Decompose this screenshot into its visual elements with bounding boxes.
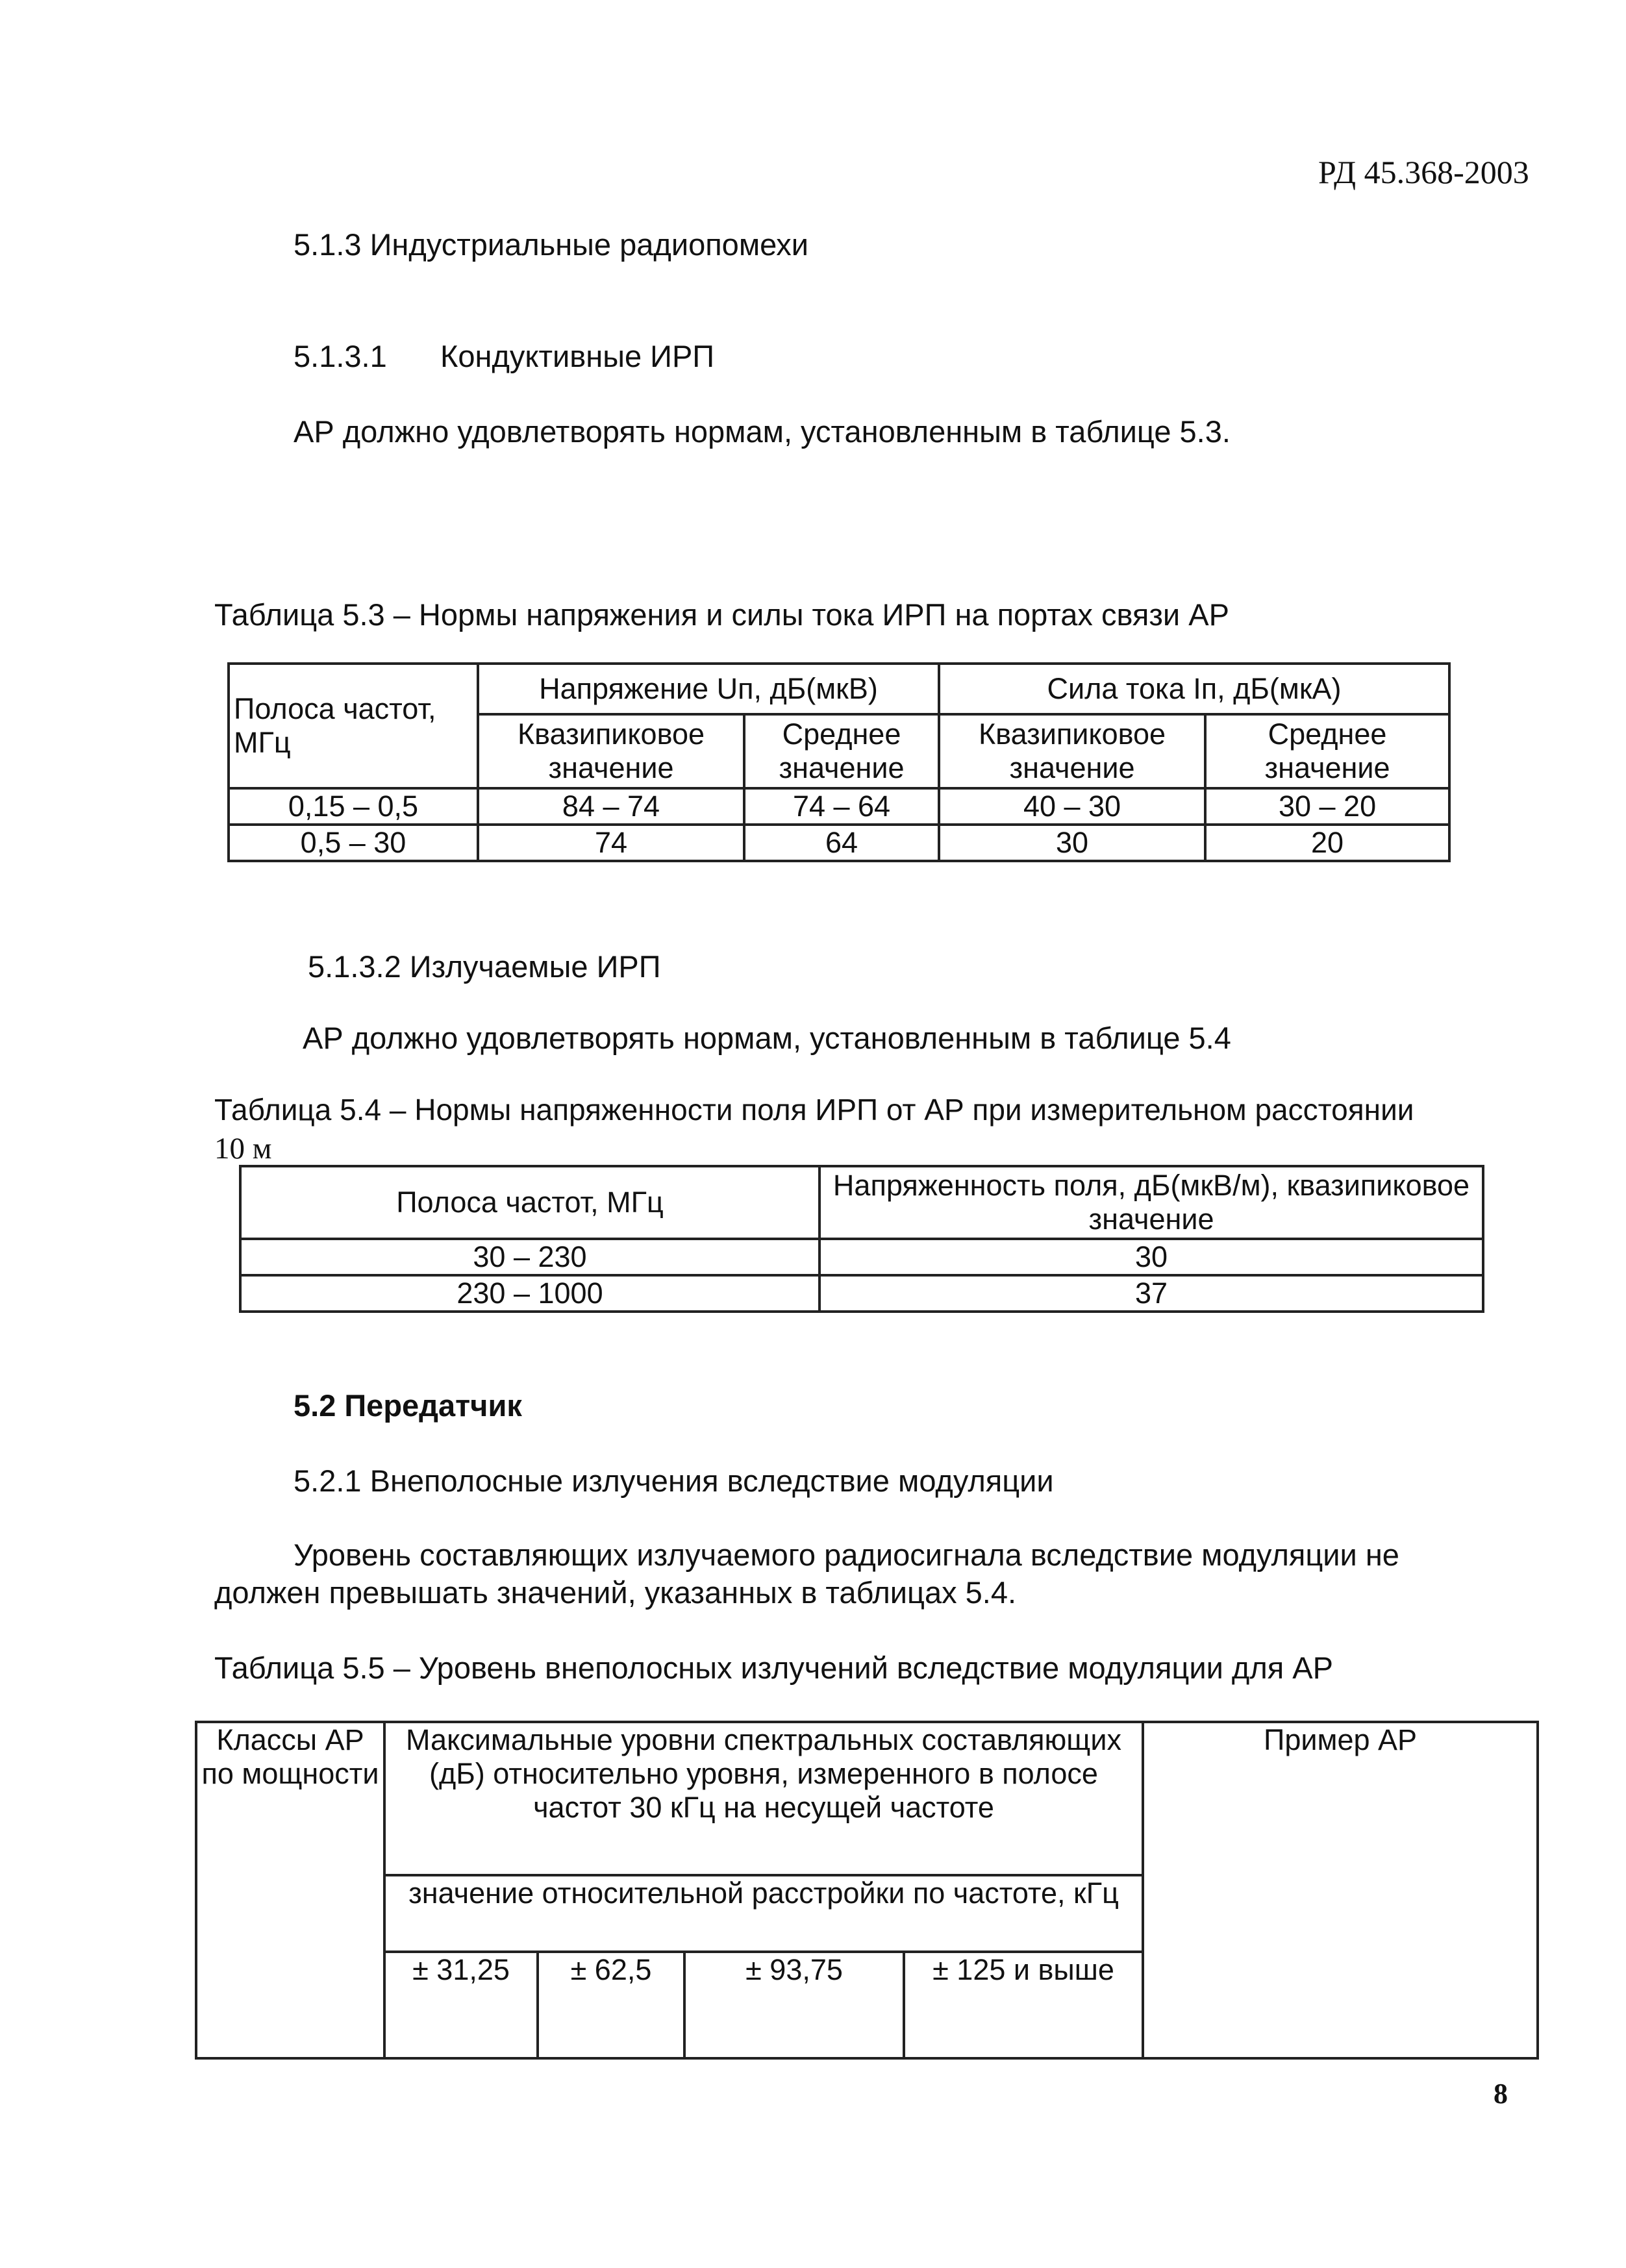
table-5-3-subheader-avg-current: Среднее значение	[1205, 714, 1449, 788]
table-5-4-header-band: Полоса частот, МГц	[240, 1166, 819, 1239]
table-cell: 74	[478, 825, 744, 861]
table-5-3	[227, 662, 1451, 862]
table-cell: 30	[819, 1239, 1483, 1275]
table-cell: 40 – 30	[939, 788, 1205, 825]
table-cell: 20	[1205, 825, 1449, 861]
section-5-2-1-title: 5.2.1 Внеполосные излучения вследствие модуляции	[294, 1464, 1054, 1498]
table-5-5-offset: ± 62,5	[538, 1952, 684, 2058]
table-5-3-subheader-qp-voltage: Квазипиковое значение	[478, 714, 744, 788]
section-5-2-title: 5.2 Передатчик	[294, 1388, 522, 1423]
table-5-5-caption: Таблица 5.5 – Уровень внеполосных излучений вследствие модуляции для АР	[214, 1651, 1333, 1685]
table-5-3-subheader-qp-current: Квазипиковое значение	[939, 714, 1205, 788]
table-5-3-caption: Таблица 5.3 – Нормы напряжения и силы тока ИРП на портах связи АР	[214, 597, 1229, 632]
table-cell: 30	[939, 825, 1205, 861]
table-cell: 0,5 – 30	[229, 825, 478, 861]
table-5-5-header-detuning: значение относительной расстройки по частоте, кГц	[384, 1875, 1143, 1952]
table-5-4-header-field: Напряженность поля, дБ(мкВ/м), квазипиковое значение	[819, 1166, 1483, 1239]
section-5-2-1-text-line-1: Уровень составляющих излучаемого радиосигнала вследствие модуляции не	[294, 1538, 1399, 1572]
table-cell: 30 – 20	[1205, 788, 1449, 825]
table-5-3-header-band: Полоса частот, МГц	[229, 664, 478, 788]
table-cell: 30 – 230	[240, 1239, 819, 1275]
section-5-1-3-1-text: АР должно удовлетворять нормам, установленным в таблице 5.3.	[294, 414, 1231, 449]
table-5-5-header-class: Классы АР по мощности	[196, 1722, 384, 2058]
table-cell: 64	[744, 825, 939, 861]
table-cell: 0,15 – 0,5	[229, 788, 478, 825]
table-cell: 230 – 1000	[240, 1275, 819, 1312]
table-row	[240, 1275, 1483, 1312]
table-5-5-header-example: Пример АР	[1143, 1722, 1538, 2058]
table-5-3-header-current: Сила тока Iп, дБ(мкА)	[939, 664, 1449, 714]
section-5-1-3-2-text: АР должно удовлетворять нормам, установленным в таблице 5.4	[303, 1021, 1231, 1055]
table-5-5-offset: ± 31,25	[384, 1952, 538, 2058]
table-5-5-header-levels: Максимальные уровни спектральных составляющих (дБ) относительно уровня, измеренного в полосе частот 30 кГц на несущей частоте	[384, 1722, 1143, 1875]
table-5-3-header-voltage: Напряжение Uп, дБ(мкВ)	[478, 664, 939, 714]
page-number: 8	[1494, 2078, 1508, 2110]
table-cell: 84 – 74	[478, 788, 744, 825]
section-5-1-3-1-title: Кондуктивные ИРП	[440, 339, 715, 373]
table-row	[229, 825, 1449, 861]
table-5-5	[195, 1721, 1539, 2060]
table-5-4-caption-distance: 10 м	[214, 1132, 272, 1165]
table-5-5-offset: ± 93,75	[684, 1952, 904, 2058]
section-5-1-3-title: 5.1.3 Индустриальные радиопомехи	[294, 227, 808, 262]
document-code: РД 45.368-2003	[1318, 154, 1529, 190]
table-5-3-subheader-avg-voltage: Среднее значение	[744, 714, 939, 788]
table-row	[229, 788, 1449, 825]
section-5-2-1-text-line-2: должен превышать значений, указанных в таблицах 5.4.	[214, 1575, 1017, 1610]
table-cell: 37	[819, 1275, 1483, 1312]
section-5-1-3-1-number: 5.1.3.1	[294, 339, 387, 373]
table-5-4-caption: Таблица 5.4 – Нормы напряженности поля ИРП от АР при измерительном расстоянии	[214, 1093, 1414, 1127]
section-5-1-3-2-title: 5.1.3.2 Излучаемые ИРП	[308, 949, 661, 984]
table-cell: 74 – 64	[744, 788, 939, 825]
table-5-5-offset: ± 125 и выше	[904, 1952, 1143, 2058]
table-row	[240, 1239, 1483, 1275]
table-5-4	[239, 1165, 1484, 1313]
